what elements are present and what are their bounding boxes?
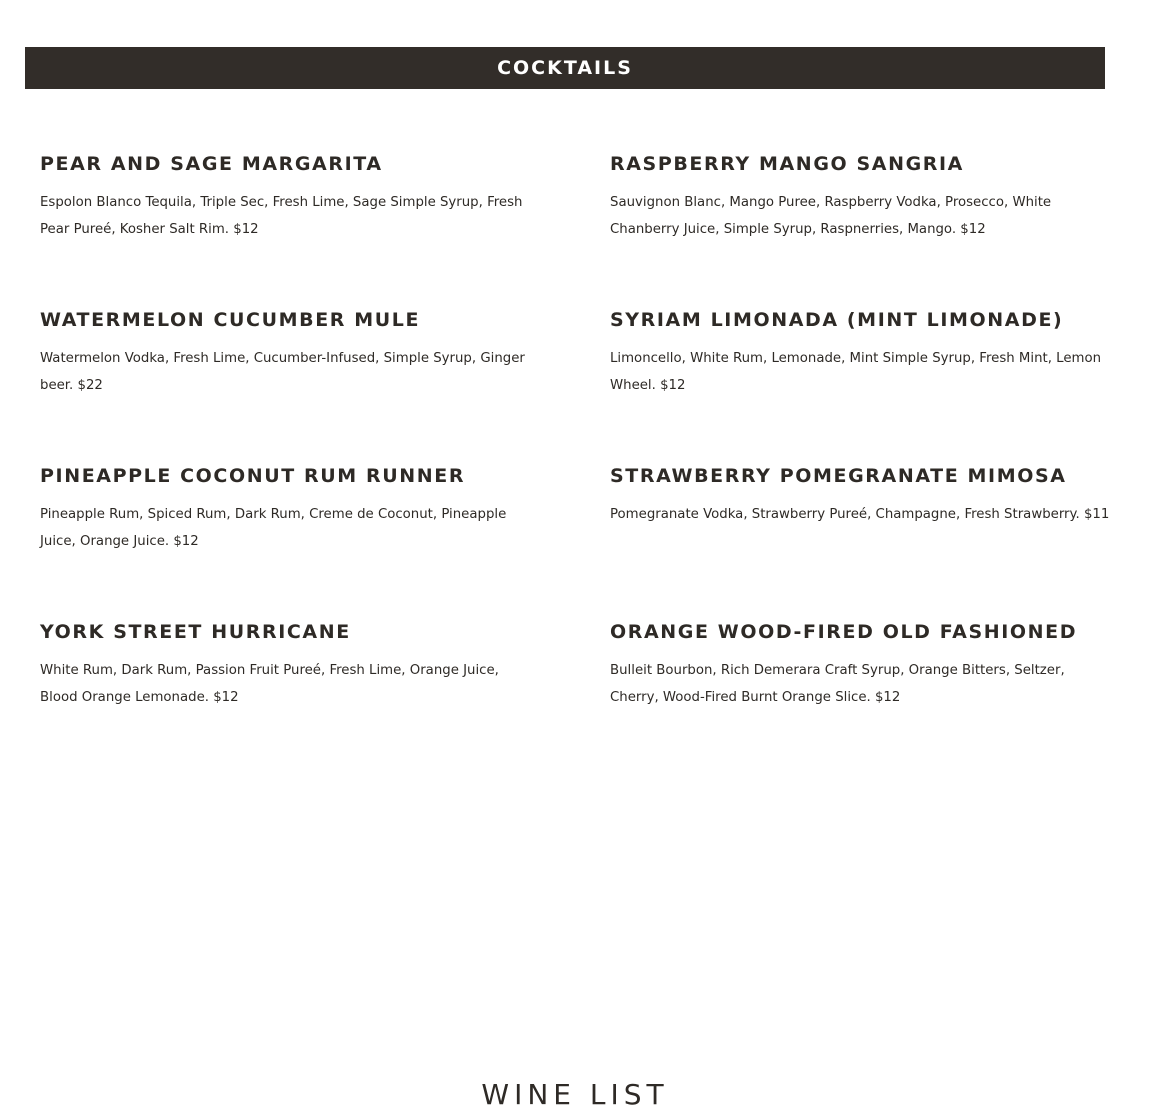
menu-item-description: White Rum, Dark Rum, Passion Fruit Pureé, Fresh Lime, Orange Juice, Blood Orange Lemonade. $12 bbox=[40, 663, 499, 705]
menu-item-name: WATERMELON CUCUMBER MULE bbox=[40, 309, 421, 331]
menu-item bbox=[40, 306, 540, 462]
menu-item-name: STRAWBERRY POMEGRANATE MIMOSA bbox=[610, 465, 1067, 487]
menu-item bbox=[610, 618, 1110, 774]
menu-item-description: Bulleit Bourbon, Rich Demerara Craft Syrup, Orange Bitters, Seltzer, Cherry, Wood-Fired Burnt Orange Slice. $12 bbox=[610, 663, 1065, 705]
menu-item-name: YORK STREET HURRICANE bbox=[40, 621, 351, 643]
menu-item-description: Watermelon Vodka, Fresh Lime, Cucumber-Infused, Simple Syrup, Ginger beer. $22 bbox=[40, 351, 525, 393]
menu-item bbox=[40, 462, 540, 618]
section-title: COCKTAILS bbox=[497, 57, 633, 79]
menu-item bbox=[610, 306, 1110, 462]
menu-item bbox=[40, 150, 540, 306]
cocktail-menu-grid bbox=[40, 150, 1110, 774]
menu-item-name: ORANGE WOOD-FIRED OLD FASHIONED bbox=[610, 621, 1078, 643]
menu-item bbox=[610, 462, 1110, 618]
menu-item bbox=[610, 150, 1110, 306]
menu-item-name: PEAR AND SAGE MARGARITA bbox=[40, 153, 383, 175]
menu-item-description: Pomegranate Vodka, Strawberry Pureé, Champagne, Fresh Strawberry. $11 bbox=[610, 507, 1110, 522]
menu-item-description: Pineapple Rum, Spiced Rum, Dark Rum, Creme de Coconut, Pineapple Juice, Orange Juice. $12 bbox=[40, 507, 507, 549]
menu-item-name: PINEAPPLE COCONUT RUM RUNNER bbox=[40, 465, 466, 487]
wine-list-heading: WINE LIST bbox=[481, 1078, 669, 1111]
menu-item bbox=[40, 618, 540, 774]
menu-item-description: Limoncello, White Rum, Lemonade, Mint Simple Syrup, Fresh Mint, Lemon Wheel. $12 bbox=[610, 351, 1102, 393]
menu-item-name: SYRIAM LIMONADA (MINT LIMONADE) bbox=[610, 309, 1064, 331]
cocktails-section-header bbox=[25, 47, 1105, 89]
menu-item-name: RASPBERRY MANGO SANGRIA bbox=[610, 153, 964, 175]
menu-item-description: Espolon Blanco Tequila, Triple Sec, Fresh Lime, Sage Simple Syrup, Fresh Pear Pureé, Kosher Salt Rim. $12 bbox=[40, 195, 523, 237]
menu-item-description: Sauvignon Blanc, Mango Puree, Raspberry Vodka, Prosecco, White Chanberry Juice, Simple Syrup, Raspnerries, Mango. $12 bbox=[610, 195, 1052, 237]
